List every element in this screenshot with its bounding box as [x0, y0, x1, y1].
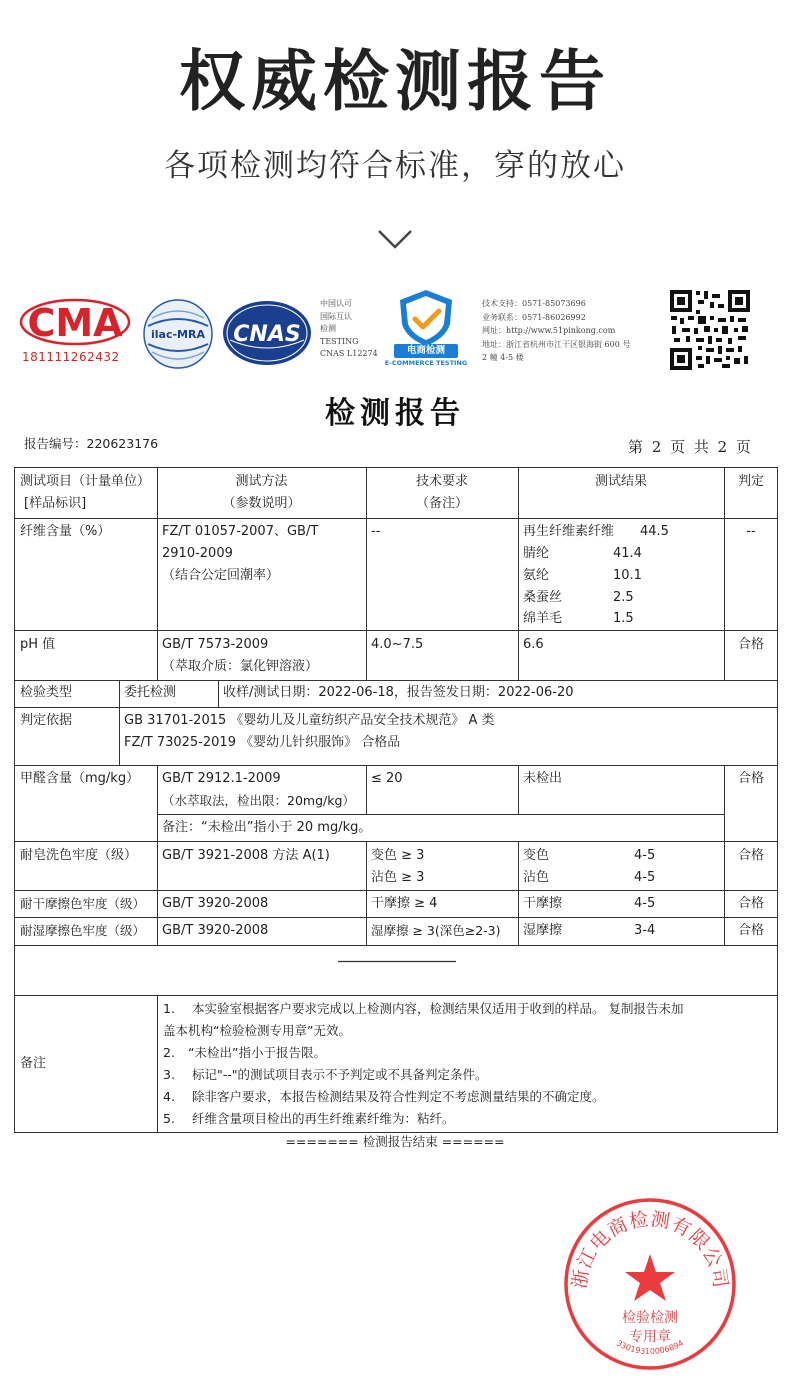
dry-rub-method: GB/T 3920-2008	[162, 896, 269, 911]
ph-result: 6.6	[523, 637, 544, 652]
ecommerce-cn-label: 电商检测	[394, 344, 458, 358]
soap-requirement-2: 沾色 ≥ 3	[371, 870, 425, 885]
remark-text: 除非客户要求，本报告检测结果及符合性判定不考虑测量结果的不确定度。	[192, 1089, 605, 1104]
header-item: 测试项目（计量单位）	[20, 474, 151, 489]
soap-result-value: 4-5	[634, 848, 656, 863]
stamp-star-icon	[625, 1254, 675, 1301]
remark-text: 标记"--"的测试项目表示不予判定或不具备判定条件。	[192, 1067, 488, 1082]
remarks-label: 备注	[20, 1056, 47, 1071]
header-requirement: 技术要求	[415, 474, 468, 489]
header-judgement: 判定	[737, 474, 764, 489]
ph-item: pH 值	[20, 637, 56, 652]
remark-number: 1.	[163, 1001, 175, 1016]
soap-method: GB/T 3921-2008 方法 A(1)	[162, 848, 330, 863]
fiber-method-1: FZ/T 01057-2007、GB/T	[162, 524, 319, 539]
remark-text: 纤维含量项目检出的再生纤维素纤维为：粘纤。	[192, 1111, 455, 1126]
fiber-result-value: 2.5	[613, 590, 634, 605]
remark-number: 4.	[163, 1089, 175, 1104]
header-item-sub: [样品标识]	[24, 496, 87, 511]
inspection-dates: 收样/测试日期：2022-06-18，报告签发日期：2022-06-20	[223, 685, 574, 700]
fiber-item: 纤维含量（%）	[20, 524, 111, 539]
stamp-line-1: 检验检测	[622, 1310, 678, 1326]
remark-number: 3.	[163, 1067, 175, 1082]
soap-judgement: 合格	[737, 848, 764, 863]
wet-rub-requirement: 湿摩擦 ≥ 3(深色≥2-3)	[371, 923, 501, 938]
cnas-text: CNAS	[233, 322, 301, 347]
wet-rub-result-value: 3-4	[634, 923, 656, 938]
fiber-result-value: 1.5	[613, 611, 634, 626]
ph-method-1: GB/T 7573-2009	[162, 637, 269, 652]
official-stamp	[560, 1194, 740, 1374]
fiber-result-name: 腈纶	[523, 546, 550, 561]
wet-rub-item: 耐湿摩擦色牢度（级）	[20, 923, 146, 938]
cma-number: 181111262432	[22, 350, 120, 364]
ilac-text: ilac-MRA	[151, 328, 205, 341]
wet-rub-method: GB/T 3920-2008	[162, 923, 269, 938]
formaldehyde-requirement: ≤ 20	[371, 771, 403, 786]
soap-result-name: 沾色	[523, 870, 550, 885]
formaldehyde-result: 未检出	[523, 771, 563, 786]
contact-line: 地址：浙江省杭州市江干区银海街 600 号	[482, 339, 631, 349]
hero-subtitle: 各项检测均符合标准，穿的放心	[164, 148, 626, 184]
dry-rub-result-name: 干摩擦	[523, 896, 563, 911]
basis-line-1: GB 31701-2015 《婴幼儿及儿童纺织产品安全技术规范》 A 类	[124, 713, 495, 728]
stamp-number: 33019310006894	[615, 1338, 685, 1357]
dry-rub-requirement: 干摩擦 ≥ 4	[371, 896, 438, 911]
soap-result-name: 变色	[523, 848, 550, 863]
dry-rub-result-value: 4-5	[634, 896, 656, 911]
fiber-result-value: 10.1	[613, 568, 642, 583]
header-method: 测试方法	[235, 474, 288, 489]
fiber-result-value: 41.4	[613, 546, 642, 561]
soap-result-value: 4-5	[634, 870, 656, 885]
header-result: 测试结果	[594, 474, 647, 489]
fiber-method-3: （结合公定回潮率）	[162, 568, 280, 583]
ph-judgement: 合格	[737, 637, 764, 652]
remark-number: 5.	[163, 1111, 175, 1126]
cnas-info-line: TESTING	[320, 336, 359, 346]
fiber-requirement: --	[371, 524, 381, 539]
cnas-info-line: 国际互认	[320, 311, 352, 321]
remark-text: 本实验室根据客户要求完成以上检测内容，检测结果仅适用于收到的样品。 复制报告未加	[192, 1001, 684, 1016]
contact-line: 2 幢 4-5 楼	[482, 353, 524, 362]
fiber-result-name: 桑蚕丝	[523, 590, 563, 605]
stamp-line-2: 专用章	[629, 1329, 671, 1345]
ecommerce-en-label: E-COMMERCE TESTING	[384, 359, 468, 367]
dry-rub-judgement: 合格	[737, 896, 764, 911]
fiber-method-2: 2910-2009	[162, 546, 233, 561]
header-method-sub: （参数说明）	[222, 496, 301, 511]
soap-requirement-1: 变色 ≥ 3	[371, 848, 425, 863]
wet-rub-result-name: 湿摩擦	[523, 923, 563, 938]
report-title: 检测报告	[325, 396, 465, 431]
cma-text: CMA	[27, 301, 123, 345]
fiber-result-value: 44.5	[640, 524, 669, 539]
soap-item: 耐皂洗色牢度（级）	[20, 848, 138, 863]
contact-line: 网址：http://www.51pinkong.com	[482, 326, 616, 335]
fiber-judgement: --	[746, 524, 756, 539]
remark-text: “未检出”指小于报告限。	[188, 1045, 326, 1060]
remark-number: 2.	[163, 1045, 175, 1060]
inspection-label: 检验类型	[20, 685, 73, 700]
inspection-type: 委托检测	[124, 685, 177, 700]
fiber-result-name: 再生纤维素纤维	[523, 524, 615, 539]
formaldehyde-method-2: （水萃取法，检出限：20mg/kg）	[162, 793, 355, 808]
cnas-info-line: CNAS L12274	[320, 349, 378, 358]
report-number: 报告编号：220623176	[24, 436, 159, 451]
formaldehyde-judgement: 合格	[737, 771, 764, 786]
page-indicator: 第 2 页 共 2 页	[628, 438, 751, 456]
report-end-marker: ======= 检测报告结束 ======	[285, 1134, 505, 1149]
contact-line: 业务联系：0571-86026992	[482, 312, 586, 322]
formaldehyde-note: 备注：“未检出”指小于 20 mg/kg。	[162, 820, 372, 835]
dry-rub-item: 耐干摩擦色牢度（级）	[20, 896, 146, 911]
cnas-info-line: 中国认可	[320, 299, 352, 308]
basis-label: 判定依据	[20, 713, 73, 728]
ph-requirement: 4.0~7.5	[371, 637, 424, 652]
hero-title: 权威检测报告	[179, 43, 611, 120]
formaldehyde-method-1: GB/T 2912.1-2009	[162, 771, 281, 786]
contact-line: 技术支持：0571-85073696	[482, 299, 586, 308]
formaldehyde-item: 甲醛含量（mg/kg）	[20, 771, 140, 786]
remark-text: 盖本机构“检验检测专用章”无效。	[163, 1023, 351, 1038]
header-requirement-sub: （备注）	[415, 496, 468, 511]
fiber-result-name: 氨纶	[523, 568, 550, 583]
wet-rub-judgement: 合格	[737, 923, 764, 938]
basis-line-2: FZ/T 73025-2019 《婴幼儿针织服饰》 合格品	[124, 735, 401, 750]
stamp-company: 浙江电商检测有限公司	[568, 1208, 732, 1291]
ph-method-2: （萃取介质：氯化钾溶液）	[162, 659, 319, 674]
fiber-result-name: 绵羊毛	[523, 611, 563, 626]
cnas-info-line: 检测	[320, 324, 336, 333]
